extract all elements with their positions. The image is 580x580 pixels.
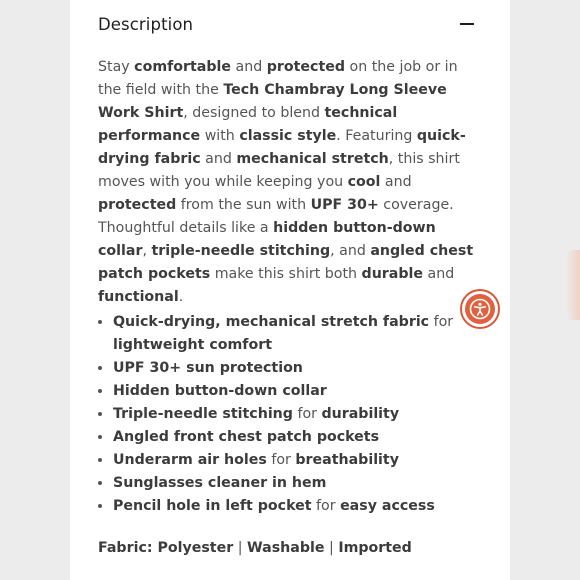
feature-list-item <box>113 426 473 449</box>
bold-text-run: Tech Chambray Long Sleeve Work Shirt <box>98 82 447 121</box>
fabric-washable: Washable <box>247 540 325 556</box>
text-run: , this shirt moves with you while keeping you <box>98 151 460 190</box>
bold-text-run: hidden button-down collar <box>98 220 436 259</box>
bold-text-run: angled chest patch pockets <box>98 243 474 282</box>
bold-text-run: lightweight comfort <box>113 337 272 353</box>
text-run: and <box>200 151 237 167</box>
text-run: make this shirt both <box>210 266 362 282</box>
feature-list-item <box>113 311 473 357</box>
feature-list-item <box>113 357 473 380</box>
description-title: Description <box>98 14 194 34</box>
fabric-separator: | <box>233 540 248 556</box>
bold-text-run: mechanical stretch <box>236 151 389 167</box>
feature-list-item <box>113 403 473 426</box>
text-run: for <box>429 314 454 330</box>
bold-text-run: UPF 30+ <box>310 197 379 213</box>
bold-text-run: Underarm air holes <box>113 452 267 468</box>
feature-list-item <box>113 472 473 495</box>
bold-text-run: comfortable <box>134 59 232 75</box>
bold-text-run: UPF 30+ sun protection <box>113 360 303 376</box>
text-run: on the job or in the field with the <box>98 59 458 98</box>
text-run: , and <box>330 243 371 259</box>
text-run: coverage. Thoughtful details like a <box>98 197 454 236</box>
text-run: . <box>178 289 184 305</box>
product-description-panel <box>70 0 510 580</box>
fabric-info <box>98 537 412 560</box>
description-paragraph <box>98 56 478 309</box>
bold-text-run: Hidden button-down collar <box>113 383 327 399</box>
text-run: , designed to blend <box>183 105 325 121</box>
bold-text-run: protected <box>98 197 177 213</box>
text-run: and <box>380 174 412 190</box>
minus-collapse-icon[interactable] <box>460 17 474 31</box>
bold-text-run: easy access <box>340 498 435 514</box>
text-run: Stay <box>98 59 135 75</box>
bold-text-run: triple-needle stitching <box>151 243 331 259</box>
bold-text-run: Triple-needle stitching <box>113 406 293 422</box>
bold-text-run: Angled front chest patch pockets <box>113 429 380 445</box>
text-run: , <box>142 243 152 259</box>
bold-text-run: Pencil hole in left pocket <box>113 498 312 514</box>
bold-text-run: protected <box>266 59 346 75</box>
bold-text-run: technical performance <box>98 105 398 144</box>
accessibility-button[interactable] <box>460 289 500 329</box>
feature-list-item <box>113 380 473 403</box>
edge-glow <box>566 250 580 320</box>
description-accordion-header[interactable] <box>98 10 474 38</box>
bold-text-run: cool <box>347 174 381 190</box>
feature-list <box>98 311 473 518</box>
bold-text-run: breathability <box>295 452 399 468</box>
fabric-material: Fabric: Polyester <box>98 540 234 556</box>
text-run: for <box>311 498 341 514</box>
feature-list-item <box>113 449 473 472</box>
bold-text-run: Quick-drying, mechanical stretch fabric <box>113 314 430 330</box>
text-run: from the sun with <box>176 197 311 213</box>
bold-text-run: quick-drying fabric <box>98 128 466 167</box>
text-run: and <box>423 266 455 282</box>
text-run: and <box>231 59 267 75</box>
bold-text-run: Sunglasses cleaner in hem <box>113 475 327 491</box>
fabric-imported: Imported <box>338 540 412 556</box>
text-run: . Featuring <box>336 128 417 144</box>
bold-text-run: durability <box>321 406 400 422</box>
bold-text-run: durable <box>361 266 424 282</box>
bold-text-run: functional <box>98 289 179 305</box>
accessibility-person-icon <box>465 294 495 324</box>
bold-text-run: classic style <box>239 128 337 144</box>
text-run: for <box>292 406 322 422</box>
text-run: for <box>266 452 296 468</box>
fabric-separator: | <box>324 540 339 556</box>
text-run: with <box>200 128 240 144</box>
feature-list-item <box>113 495 473 518</box>
